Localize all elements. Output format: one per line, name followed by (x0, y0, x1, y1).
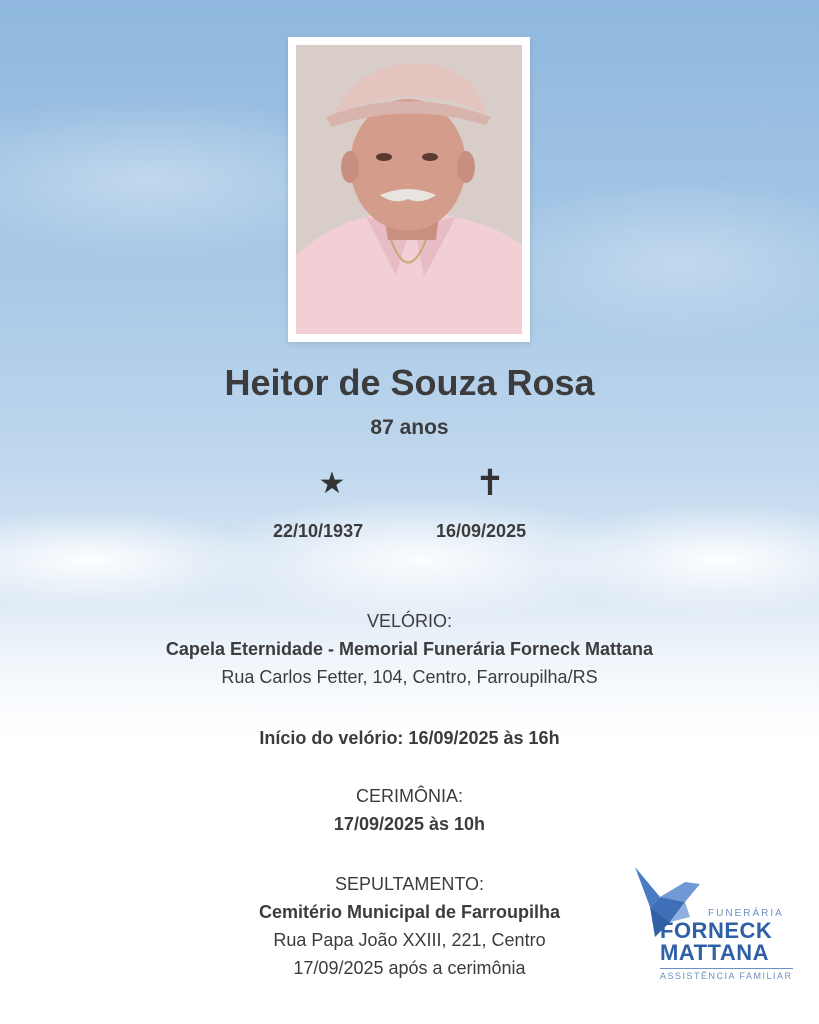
deceased-age: 87 anos (370, 416, 449, 439)
logo-bottom-text: ASSISTÊNCIA FAMILIAR (660, 968, 793, 981)
sepultamento-title: SEPULTAMENTO: (334, 874, 485, 894)
logo-line2: MATTANA (660, 940, 769, 965)
birth-date: 22/10/1937 (273, 521, 364, 541)
cerimonia-title: CERIMÔNIA: (355, 786, 463, 806)
death-date: 16/09/2025 (436, 521, 527, 541)
star-icon: ★ (318, 467, 346, 500)
velorio-address: Rua Carlos Fetter, 104, Centro, Farroupilha/RS (221, 667, 598, 687)
portrait-frame (288, 37, 530, 342)
sepultamento-time: 17/09/2025 após a cerimônia (293, 958, 526, 978)
sepultamento-address: Rua Papa João XXIII, 221, Centro (273, 930, 546, 950)
cerimonia-datetime: 17/09/2025 às 10h (333, 814, 486, 834)
velorio-place: Capela Eternidade - Memorial Funerária Forneck Mattana (165, 639, 654, 659)
logo-line1: FORNECK (660, 918, 773, 943)
cross-icon: ✝ (474, 462, 506, 503)
portrait-illustration (296, 45, 522, 334)
velorio-title: VELÓRIO: (366, 611, 453, 631)
funeral-home-logo (630, 862, 793, 992)
portrait-photo (296, 45, 522, 334)
deceased-name: Heitor de Souza Rosa (224, 362, 595, 403)
velorio-start: Início do velório: 16/09/2025 às 16h (259, 728, 560, 748)
logo-top-text: FUNERÁRIA (708, 908, 784, 919)
sepultamento-place: Cemitério Municipal de Farroupilha (258, 902, 561, 922)
